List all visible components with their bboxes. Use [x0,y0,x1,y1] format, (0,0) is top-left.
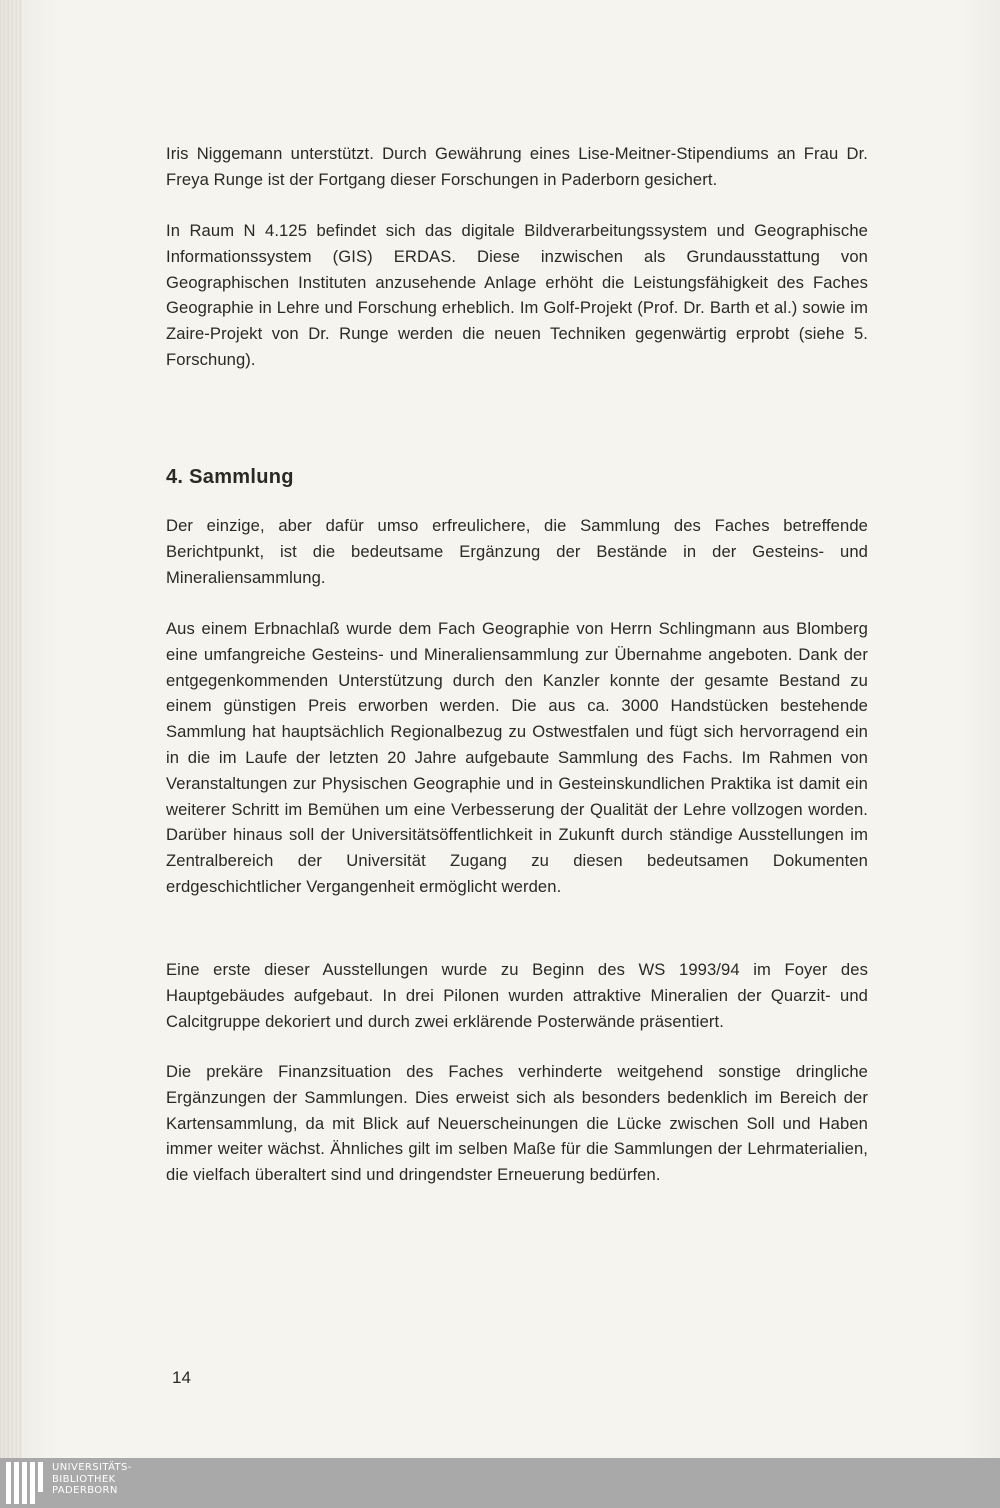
paragraph-intro: Iris Niggemann unterstützt. Durch Gewährung eines Lise-Meitner-Stipendiums an Frau Dr. Freya Runge ist der Fortgang dieser Forschungen in Paderborn gesichert. [166,144,868,189]
paragraph-sammlung-intro: Der einzige, aber dafür umso erfreulichere, die Sammlung des Faches betreffende Berichtpunkt, ist die bedeutsame Ergänzung der Bestände in der Gesteins- und Mineraliensammlung. [166,516,868,587]
page-stack-edge [0,0,22,1458]
paragraph-ausstellung: Eine erste dieser Ausstellungen wurde zu Beginn des WS 1993/94 im Foyer des Hauptgebäudes aufgebaut. In drei Pilonen wurden attraktive Mineralien der Quarzit- und Calcitgruppe dekoriert und durch zwei erklärende Posterwände präsentiert. [166,960,868,1031]
page-number: 14 [172,1368,191,1387]
section-heading: 4. Sammlung [166,466,294,488]
paragraph-finanzsituation: Die prekäre Finanzsituation des Faches verhinderte weitgehend sonstige dringliche Ergänzungen der Sammlungen. Dies erweist sich als besonders bedenklich im Bereich der Kartensammlung, da mit Blick auf Neuerscheinungen die Lücke zwischen Soll und Haben immer weiter wächst. Ähnliches gilt im selben Maße für die Sammlungen der Lehrmaterialien, die vielfach überaltert sind und dringendster Erneuerung bedürfen. [166,1062,868,1185]
paragraph-erbnachlass: Aus einem Erbnachlaß wurde dem Fach Geographie von Herrn Schlingmann aus Blomberg eine umfangreiche Gesteins- und Mineraliensammlung zur Übernahme angeboten. Dank der entgegenkommenden Unterstützung durch den Kanzler konnte der gesamte Bestand zu einem günstigen Preis erworben werden. Die aus ca. 3000 Handstücken bestehende Sammlung hat hauptsächlich Regionalbezug zu Ostwestfalen und fügt sich hervorragend ein in die im Laufe der letzten 20 Jahre aufgebaute Sammlung des Fachs. Im Rahmen von Veranstaltungen zur Physischen Geographie und in Gesteinskundlichen Praktika ist damit ein weiterer Schritt im Bemühen um eine Verbesserung der Qualität der Lehre vollzogen worden. Darüber hinaus soll der Universitätsöffentlichkeit in Zukunft durch ständige Ausstellungen im Zentralbereich der Universität Zugang zu diesen bedeutsamen Dokumenten erdgeschichtlicher Vergangenheit ermöglicht werden. [166,619,868,896]
library-bars-icon [6,1462,46,1506]
paragraph-gis: In Raum N 4.125 befindet sich das digitale Bildverarbeitungssystem und Geographische Informationssystem (GIS) ERDAS. Diese inzwischen als Grundausstattung von Geographischen Instituten anzusehende Anlage erhöht die Leistungsfähigkeit des Faches Geographie in Lehre und Forschung erheblich. Im Golf-Projekt (Prof. Dr. Barth et al.) sowie im Zaire-Projekt von Dr. Runge werden die neuen Techniken gegenwärtig erprobt (siehe 5. Forschung). [166,221,868,369]
library-logo [52,1462,132,1497]
library-footer-bar [0,1458,1000,1508]
logo-line: BIBLIOTHEK [52,1473,116,1485]
logo-line: PADERBORN [52,1485,118,1496]
logo-line: UNIVERSITÄTS- [52,1462,132,1473]
